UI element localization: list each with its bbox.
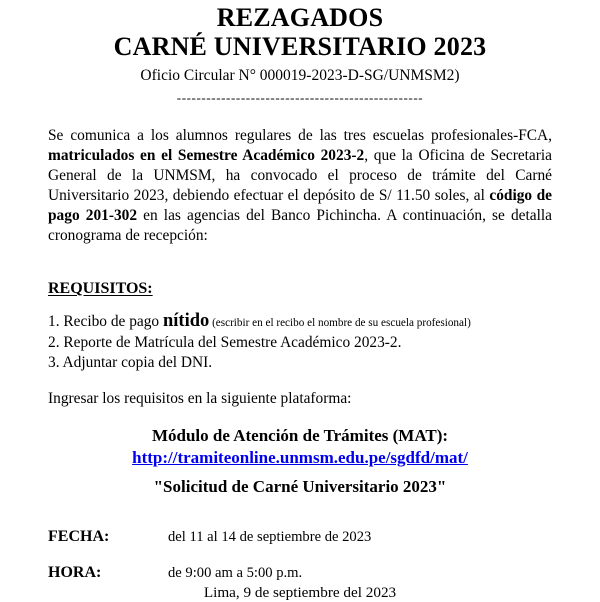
platform-intro-text: Ingresar los requisitos en la siguiente plataforma: — [48, 389, 352, 407]
intro-text-part-2: , que la Oficina de Secretaria General de la UNMSM, ha convocado el proceso de trámite del Carné Universitario 2023, debiendo efectuar el depósito de S/ 11.50 soles, al — [48, 147, 552, 205]
mat-procedure-name: "Solicitud de Carné Universitario 2023" — [153, 477, 447, 497]
mat-block — [48, 425, 552, 498]
intro-bold-semestre: matriculados en el Semestre Académico 2023-2 — [48, 147, 365, 165]
requisitos-list — [48, 310, 552, 373]
requisito-1-emphasis: nítido — [162, 310, 210, 331]
list-item — [48, 310, 552, 334]
hora-label: HORA: — [48, 564, 102, 582]
requisitos-heading: REQUISITOS: — [48, 279, 153, 297]
fecha-value: del 11 al 14 de septiembre de 2023 — [168, 529, 372, 546]
page-title-secondary: CARNÉ UNIVERSITARIO 2023 — [113, 32, 487, 62]
place-and-date: Lima, 9 de septiembre del 2023 — [203, 583, 397, 601]
document-header — [0, 0, 600, 104]
requisitos-heading-wrap — [48, 262, 552, 298]
dashed-divider: -------------------------------------------------- — [176, 91, 424, 105]
schedule-row-hora — [48, 564, 600, 582]
hora-value: de 9:00 am a 5:00 p.m. — [168, 565, 303, 582]
fecha-label: FECHA: — [48, 528, 110, 546]
list-item: 2. Reporte de Matrícula del Semestre Académico 2023-2. — [48, 334, 402, 352]
intro-text-part-1: Se comunica a los alumnos regulares de las tres escuelas profesionales-FCA, — [48, 127, 552, 145]
intro-text-part-3: en las agencias del Banco Pichincha. A continuación, se detalla cronograma de recepción: — [48, 207, 552, 245]
requisito-1-prefix: 1. Recibo de pago — [48, 312, 163, 330]
page-title-primary: REZAGADOS — [216, 3, 384, 32]
schedule-row-fecha — [48, 528, 600, 546]
intro-bold-codigo-pago: código de pago 201-302 — [48, 187, 552, 225]
document-body — [48, 126, 552, 498]
schedule-block — [48, 528, 600, 582]
requisito-1-note: (escribir en el recibo el nombre de su escuela profesional) — [209, 316, 471, 329]
intro-paragraph — [48, 126, 552, 246]
list-item: 3. Adjuntar copia del DNI. — [48, 354, 213, 372]
mat-platform-link[interactable]: http://tramiteonline.unmsm.edu.pe/sgdfd/mat/ — [132, 448, 468, 468]
mat-title: Módulo de Atención de Trámites (MAT): — [151, 425, 449, 445]
oficio-circular-reference: Oficio Circular N° 000019-2023-D-SG/UNMSM2) — [140, 66, 460, 84]
